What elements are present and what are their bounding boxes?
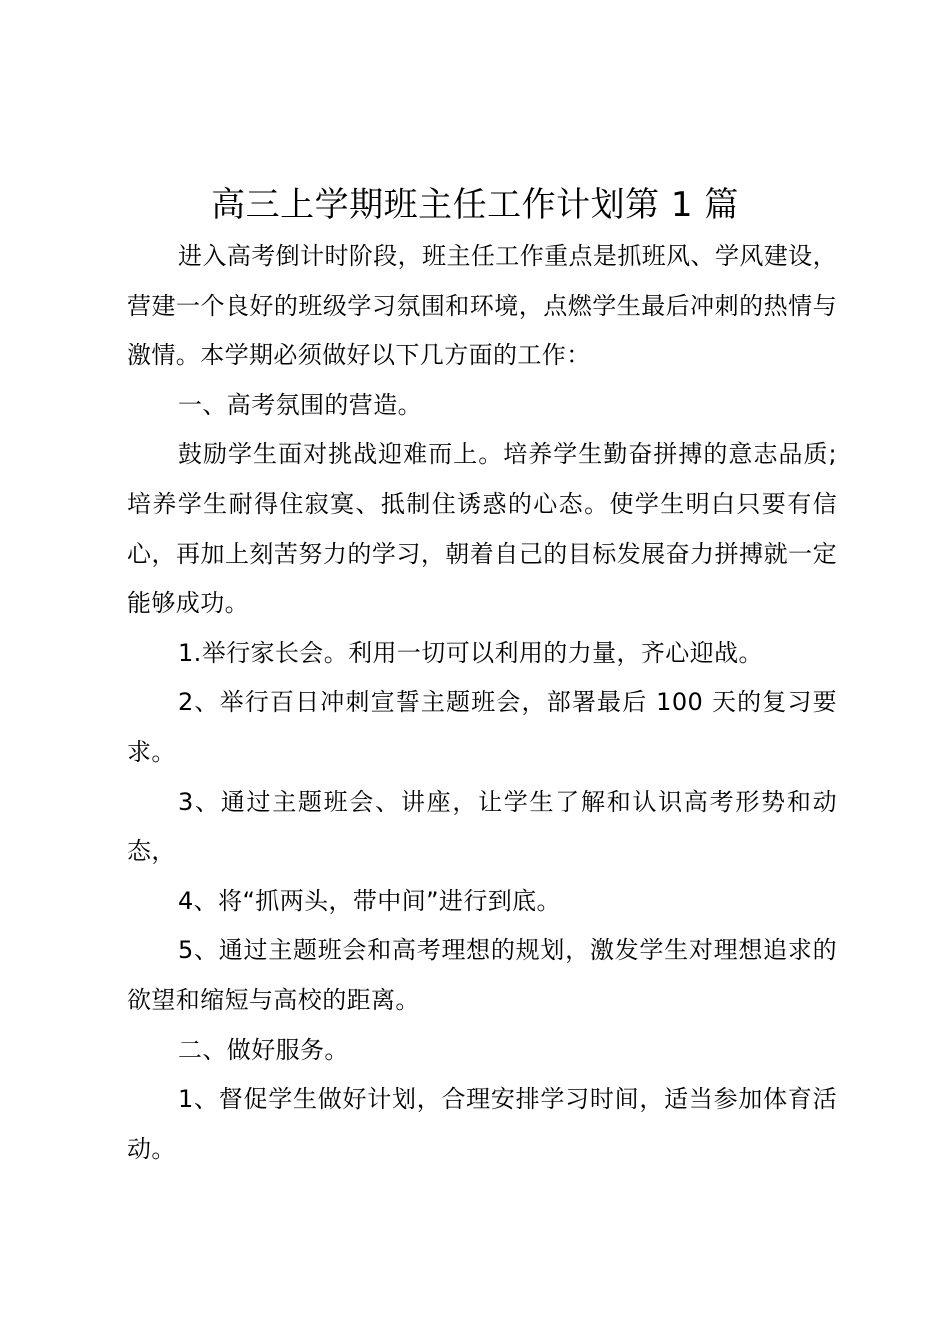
paragraph-section-2-heading: 二、做好服务。 xyxy=(178,1035,349,1064)
paragraph-item-3: 3、通过主题班会、讲座，让学生了解和认识高考形势和动态， xyxy=(127,787,837,866)
paragraph-intro: 进入高考倒计时阶段，班主任工作重点是抓班风、学风建设，营建一个良好的班级学习氛围和环境，点燃学生最后冲刺的热情与激情。本学期必须做好以下几方面的工作： xyxy=(127,242,837,370)
document-body xyxy=(127,232,837,1174)
paragraph-item-5: 5、通过主题班会和高考理想的规划，激发学生对理想追求的欲望和缩短与高校的距离。 xyxy=(127,936,837,1014)
paragraph-section-1-heading: 一、高考氛围的营造。 xyxy=(178,390,422,419)
paragraph-encourage: 鼓励学生面对挑战迎难而上。培养学生勤奋拼搏的意志品质;培养学生耐得住寂寞、抵制住诱惑的心态。使学生明白只要有信心，再加上刻苦努力的学习，朝着自己的目标发展奋力拼搏就一定能够成功。 xyxy=(127,440,837,618)
paragraph-item-1: 1.举行家长会。利用一切可以利用的力量，齐心迎战。 xyxy=(178,638,763,667)
paragraph-item-2: 2、举行百日冲刺宣誓主题班会，部署最后 100 天的复习要求。 xyxy=(127,688,837,766)
paragraph-service-item-1: 1、督促学生做好计划，合理安排学习时间，适当参加体育活动。 xyxy=(127,1085,837,1163)
document-title: 高三上学期班主任工作计划第 1 篇 xyxy=(211,185,739,225)
paragraph-item-4: 4、将“抓两头，带中间”进行到底。 xyxy=(178,886,561,915)
